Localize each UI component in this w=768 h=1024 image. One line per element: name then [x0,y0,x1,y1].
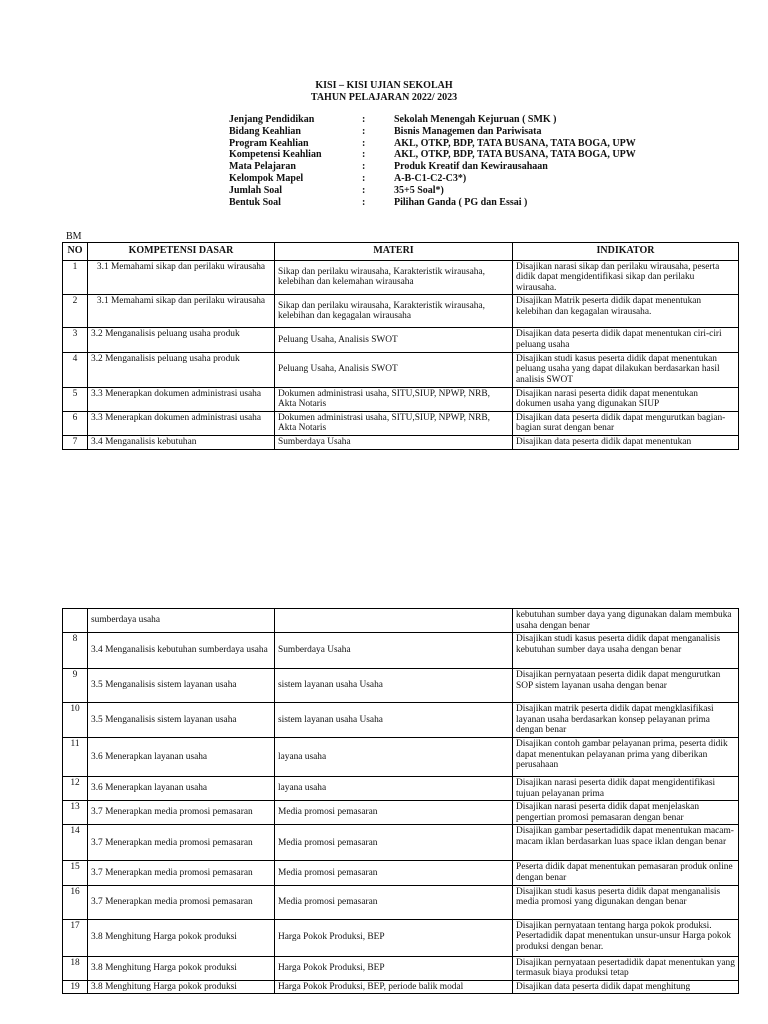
table-row [63,352,739,387]
cell-indikator: Disajikan narasi peserta didik dapat menentukan dokumen usaha yang digunakan SIUP [513,387,739,411]
cell-materi: Peluang Usaha, Analisis SWOT [275,352,513,387]
header-kompetensi-dasar: KOMPETENSI DASAR [88,243,275,261]
table-row [63,669,739,703]
meta-colon: : [362,161,366,173]
meta-value: Pilihan Ganda ( PG dan Essai ) [394,196,528,208]
meta-colon: : [362,196,366,208]
cell-no [63,609,88,633]
table-row [63,633,739,669]
meta-key: Kelompok Mapel [229,172,304,184]
cell-kompetensi-dasar: 3.6 Menerapkan layanan usaha [88,737,275,776]
cell-indikator: Peserta didik dapat menentukan pemasaran produk online dengan benar [513,861,739,885]
meta-value: AKL, OTKP, BDP, TATA BUSANA, TATA BOGA, UPW [394,149,636,161]
cell-no: 19 [63,980,88,994]
meta-colon: : [362,149,366,161]
meta-row [229,185,636,197]
meta-colon: : [362,172,366,184]
cell-indikator: Disajikan data peserta didik dapat menentukan [513,435,739,449]
cell-no: 2 [63,295,88,328]
bm-label: BM [66,231,82,242]
cell-kompetensi-dasar: 3.2 Menganalisis peluang usaha produk [88,352,275,387]
cell-materi: layana usaha [275,737,513,776]
cell-no: 16 [63,885,88,919]
cell-materi: Media promosi pemasaran [275,861,513,885]
meta-value: AKL, OTKP, BDP, TATA BUSANA, TATA BOGA, UPW [394,137,636,149]
table-row [63,861,739,885]
cell-materi: Dokumen administrasi usaha, SITU,SIUP, NPWP, NRB, Akta Notaris [275,411,513,435]
table-row [63,703,739,738]
kisi-table-page-1 [62,242,739,450]
cell-no: 9 [63,669,88,703]
cell-indikator: Disajikan narasi sikap dan perilaku wirausaha, peserta didik dapat mengidentifikasi sikap dan perilaku wirausaha. [513,260,739,295]
table-row [63,609,739,633]
meta-row [229,126,636,138]
cell-materi: Harga Pokok Produksi, BEP, periode balik modal [275,980,513,994]
cell-kompetensi-dasar: 3.6 Menerapkan layanan usaha [88,776,275,800]
header-indikator: INDIKATOR [513,243,739,261]
cell-no: 12 [63,776,88,800]
cell-materi: Media promosi pemasaran [275,885,513,919]
cell-materi: Dokumen administrasi usaha, SITU,SIUP, NPWP, NRB, Akta Notaris [275,387,513,411]
cell-kompetensi-dasar: 3.7 Menerapkan media promosi pemasaran [88,861,275,885]
cell-materi: Sumberdaya Usaha [275,633,513,669]
cell-indikator: kebutuhan sumber daya yang digunakan dalam membuka usaha dengan benar [513,609,739,633]
cell-materi: sistem layanan usaha Usaha [275,703,513,738]
cell-materi: Harga Pokok Produksi, BEP [275,956,513,980]
table-row [63,295,739,328]
meta-key: Program Keahlian [229,137,309,149]
cell-kompetensi-dasar: 3.7 Menerapkan media promosi pemasaran [88,801,275,825]
table-row [63,411,739,435]
table-row [63,260,739,295]
table-row [63,328,739,352]
table-row [63,387,739,411]
cell-no: 13 [63,801,88,825]
cell-kompetensi-dasar: 3.2 Menganalisis peluang usaha produk [88,328,275,352]
cell-materi: Sikap dan perilaku wirausaha, Karakteristik wirausaha, kelebihan dan kegagalan wirausaha [275,295,513,328]
cell-no: 6 [63,411,88,435]
meta-value: Bisnis Managemen dan Pariwisata [394,125,542,137]
table-row [63,801,739,825]
cell-indikator: Disajikan pernyataan pesertadidik dapat menentukan yang termasuk biaya produksi tetap [513,956,739,980]
cell-kompetensi-dasar: 3.3 Menerapkan dokumen administrasi usaha [88,411,275,435]
cell-indikator: Disajikan pernyataan peserta didik dapat mengurutkan SOP sistem layanan usaha dengan benar [513,669,739,703]
cell-kompetensi-dasar: 3.4 Menganalisis kebutuhan [88,435,275,449]
meta-colon: : [362,137,366,149]
cell-no: 17 [63,919,88,956]
meta-row [229,138,636,150]
cell-indikator: Disajikan matrik peserta didik dapat mengklasifikasi layanan usaha berdasarkan konsep pelayanan prima dengan benar [513,703,739,738]
cell-materi: Media promosi pemasaran [275,825,513,861]
meta-row [229,197,636,209]
table-row [63,919,739,956]
meta-row [229,149,636,161]
cell-indikator: Disajikan Matrik peserta didik dapat menentukan kelebihan dan kegagalan wirausaha. [513,295,739,328]
cell-materi: layana usaha [275,776,513,800]
cell-no: 5 [63,387,88,411]
cell-no: 4 [63,352,88,387]
header-no: NO [63,243,88,261]
cell-no: 3 [63,328,88,352]
cell-no: 15 [63,861,88,885]
meta-key: Kompetensi Keahlian [229,149,322,161]
meta-value: Produk Kreatif dan Kewirausahaan [394,161,548,173]
cell-materi: sistem layanan usaha Usaha [275,669,513,703]
meta-colon: : [362,114,366,125]
cell-indikator: Disajikan narasi peserta didik dapat mengidentifikasi tujuan pelayanan prima [513,776,739,800]
cell-materi: Harga Pokok Produksi, BEP [275,919,513,956]
cell-kompetensi-dasar: 3.1 Memahami sikap dan perilaku wirausaha [88,260,275,295]
meta-value: A-B-C1-C2-C3*) [394,172,467,184]
cell-materi: Peluang Usaha, Analisis SWOT [275,328,513,352]
cell-indikator: Disajikan data peserta didik dapat menentukan ciri-ciri peluang usaha [513,328,739,352]
table-header-row [63,243,739,261]
cell-no: 7 [63,435,88,449]
meta-row [229,173,636,185]
cell-indikator: Disajikan gambar pesertadidik dapat menentukan macam-macam iklan berdasarkan luas space iklan dengan benar [513,825,739,861]
table-row [63,980,739,994]
cell-indikator: Disajikan studi kasus peserta didik dapat menganalisis kebutuhan sumber daya usaha dengan benar [513,633,739,669]
cell-kompetensi-dasar: 3.8 Menghitung Harga pokok produksi [88,919,275,956]
cell-kompetensi-dasar: 3.1 Memahami sikap dan perilaku wirausaha [88,295,275,328]
cell-kompetensi-dasar: 3.5 Menganalisis sistem layanan usaha [88,703,275,738]
exam-metadata [229,114,636,208]
table-row [63,885,739,919]
meta-key: Jumlah Soal [229,184,283,196]
meta-colon: : [362,125,366,137]
cell-indikator: Disajikan data peserta didik dapat mengurutkan bagian-bagian surat dengan benar [513,411,739,435]
cell-materi: Media promosi pemasaran [275,801,513,825]
document-title: KISI – KISI UJIAN SEKOLAH [315,80,453,91]
cell-kompetensi-dasar: 3.7 Menerapkan media promosi pemasaran [88,885,275,919]
cell-no: 11 [63,737,88,776]
cell-kompetensi-dasar: sumberdaya usaha [88,609,275,633]
cell-kompetensi-dasar: 3.4 Menganalisis kebutuhan sumberdaya usaha [88,633,275,669]
cell-indikator: Disajikan data peserta didik dapat menghitung [513,980,739,994]
cell-no: 8 [63,633,88,669]
cell-kompetensi-dasar: 3.5 Menganalisis sistem layanan usaha [88,669,275,703]
table-row [63,435,739,449]
cell-materi: Sikap dan perilaku wirausaha, Karakteristik wirausaha, kelebihan dan kelemahan wirausaha [275,260,513,295]
cell-no: 18 [63,956,88,980]
table-row [63,776,739,800]
table-row [63,825,739,861]
meta-key: Bidang Keahlian [229,125,301,137]
cell-materi: Sumberdaya Usaha [275,435,513,449]
document-subtitle: TAHUN PELAJARAN 2022/ 2023 [310,92,458,103]
cell-no: 10 [63,703,88,738]
cell-indikator: Disajikan studi kasus peserta didik dapat menganalisis media promosi yang digunakan dengan benar [513,885,739,919]
meta-key: Bentuk Soal [229,196,281,208]
meta-key: Mata Pelajaran [229,161,296,173]
table-row [63,956,739,980]
meta-row [229,114,636,126]
cell-no: 1 [63,260,88,295]
meta-value: 35+5 Soal*) [394,184,444,196]
cell-no: 14 [63,825,88,861]
cell-kompetensi-dasar: 3.8 Menghitung Harga pokok produksi [88,956,275,980]
cell-kompetensi-dasar: 3.7 Menerapkan media promosi pemasaran [88,825,275,861]
cell-indikator: Disajikan studi kasus peserta didik dapat menentukan peluang usaha yang dapat dilakukan berdasarkan hasil analisis SWOT [513,352,739,387]
meta-key: Jenjang Pendidikan [229,114,315,125]
cell-kompetensi-dasar: 3.8 Menghitung Harga pokok produksi [88,980,275,994]
cell-indikator: Disajikan narasi peserta didik dapat menjelaskan pengertian promosi pemasaran dengan benar [513,801,739,825]
cell-indikator: Disajikan contoh gambar pelayanan prima, peserta didik dapat menentukan pelayanan prima yang diberikan perusahaan [513,737,739,776]
meta-colon: : [362,184,366,196]
cell-indikator: Disajikan pernyataan tentang harga pokok produksi. Pesertadidik dapat menentukan unsur-unsur Harga pokok produksi dengan benar. [513,919,739,956]
meta-value: Sekolah Menengah Kejuruan ( SMK ) [394,114,557,125]
kisi-table-page-2 [62,608,739,994]
table-row [63,737,739,776]
meta-row [229,161,636,173]
header-materi: MATERI [275,243,513,261]
cell-kompetensi-dasar: 3.3 Menerapkan dokumen administrasi usaha [88,387,275,411]
cell-materi [275,609,513,633]
